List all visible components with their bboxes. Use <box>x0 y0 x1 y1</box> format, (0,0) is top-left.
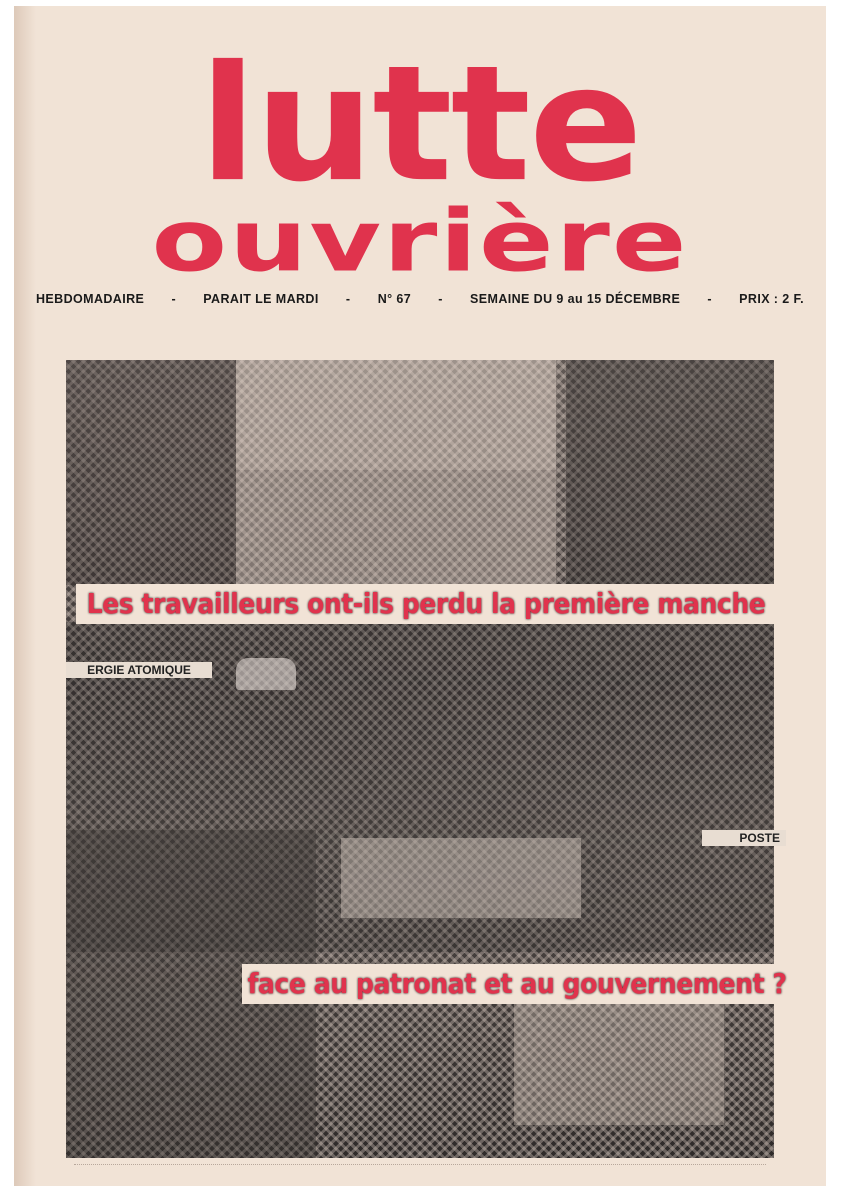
photo-union-banner <box>341 838 581 918</box>
masthead-title-line1: lutte <box>199 30 641 218</box>
photo-factory-yard-workers <box>236 470 556 585</box>
photo-cfdt-banner <box>514 1000 724 1125</box>
price: PRIX : 2 F. <box>739 292 804 306</box>
headline-bottom: face au patronat et au gouvernement ? <box>242 964 792 1004</box>
footer-print-marks <box>74 1164 766 1169</box>
photo-workers-faces <box>566 360 774 585</box>
sign-poste: POSTE <box>702 830 786 846</box>
separator: - <box>171 292 177 306</box>
photo-factory-yard-sky <box>236 360 556 470</box>
photo-montage <box>66 360 780 1158</box>
photo-car <box>236 658 296 690</box>
week-dates: SEMAINE DU 9 au 15 DÉCEMBRE <box>470 292 681 306</box>
issue-info-line <box>36 292 804 306</box>
sign-atomic-energy: ERGIE ATOMIQUE <box>66 662 212 678</box>
masthead-title-line2: ouvrière <box>151 191 689 291</box>
newspaper-front-page <box>14 6 826 1186</box>
issue-number: N° 67 <box>377 292 412 306</box>
photo-worker-closeup <box>66 360 236 585</box>
separator: - <box>707 292 712 306</box>
publication-day: PARAIT LE MARDI <box>203 292 319 306</box>
separator: - <box>345 292 351 306</box>
frequency-label: HEBDOMADAIRE <box>36 292 145 306</box>
headline-top: Les travailleurs ont-ils perdu la première manche <box>76 584 776 624</box>
separator: - <box>438 292 443 306</box>
